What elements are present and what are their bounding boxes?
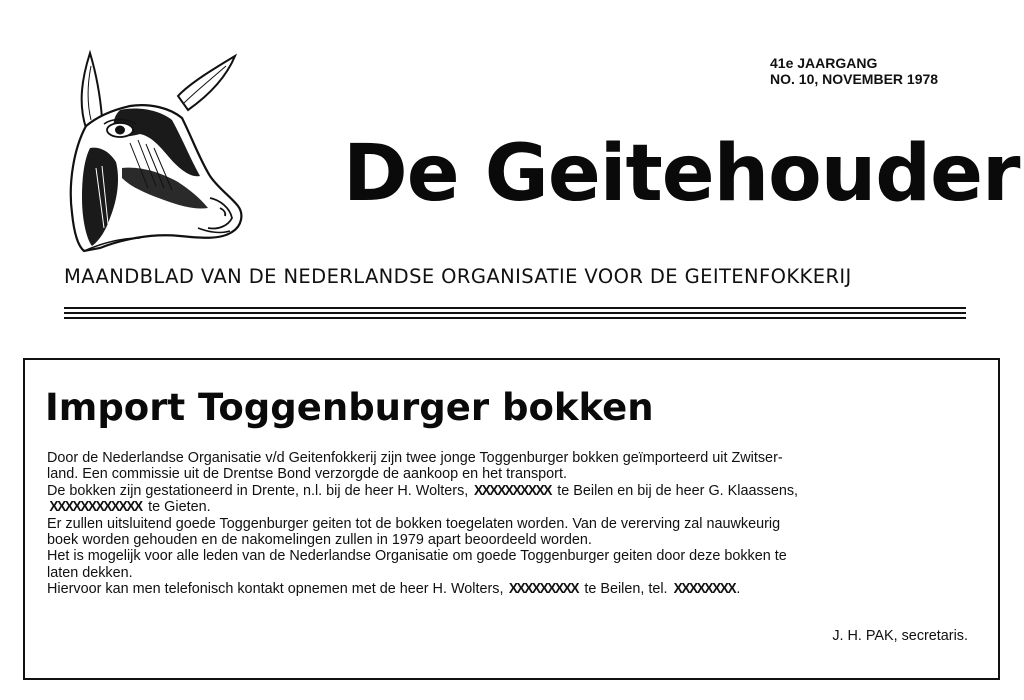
article-line: boek worden gehouden en de nakomelingen zullen in 1979 apart beoordeeld worden. — [47, 532, 592, 549]
volume-label: 41e JAARGANG — [770, 55, 878, 71]
article-line: laten dekken. — [47, 564, 133, 581]
goat-head-icon — [60, 48, 245, 253]
edition-info — [770, 55, 938, 87]
article-body — [47, 450, 977, 598]
redacted-address: XXXXXXXXXXXX — [49, 499, 142, 516]
article-box — [23, 358, 1000, 680]
article-line: Er zullen uitsluitend goede Toggenburger geiten tot de bokken toegelaten worden. Van de vererving zal nauwkeurig — [47, 515, 781, 532]
article-line — [47, 581, 977, 597]
article-line — [47, 499, 977, 515]
header-rule-middle — [64, 312, 966, 314]
header-rule-top — [64, 307, 966, 309]
header-rule-bottom — [64, 317, 966, 319]
article-text: te Gieten. — [144, 499, 211, 516]
article-text: De bokken zijn gestationeerd in Drente, n.l. bij de heer H. Wolters, — [47, 482, 473, 499]
article-text: te Beilen en bij de heer G. Klaassens, — [553, 482, 799, 499]
article-line: land. Een commissie uit de Drentse Bond verzorgde de aankoop en het transport. — [47, 466, 567, 483]
article-text: . — [736, 581, 741, 598]
article-line — [47, 483, 977, 499]
masthead-title: De Geitehouder — [343, 129, 1020, 219]
article-line: Het is mogelijk voor alle leden van de Nederlandse Organisatie om goede Toggenburger geiten door deze bokken te — [47, 548, 787, 565]
article-title: Import Toggenburger bokken — [45, 386, 654, 429]
article-text: te Beilen, tel. — [580, 581, 672, 598]
article-text: Hiervoor kan men telefonisch kontakt opnemen met de heer H. Wolters, — [47, 581, 508, 598]
redacted-phone: XXXXXXXX — [673, 581, 735, 598]
masthead-subtitle: MAANDBLAD VAN DE NEDERLANDSE ORGANISATIE VOOR DE GEITENFOKKERIJ — [64, 265, 852, 288]
article-line: Door de Nederlandse Organisatie v/d Geitenfokkerij zijn twee jonge Toggenburger bokken geïmporteerd uit Zwitser- — [47, 450, 783, 466]
article-signature: J. H. PAK, secretaris. — [832, 628, 968, 644]
redacted-address: XXXXXXXXX — [509, 581, 579, 598]
issue-label: NO. 10, NOVEMBER 1978 — [770, 71, 939, 87]
redacted-address: XXXXXXXXXX — [474, 482, 552, 499]
